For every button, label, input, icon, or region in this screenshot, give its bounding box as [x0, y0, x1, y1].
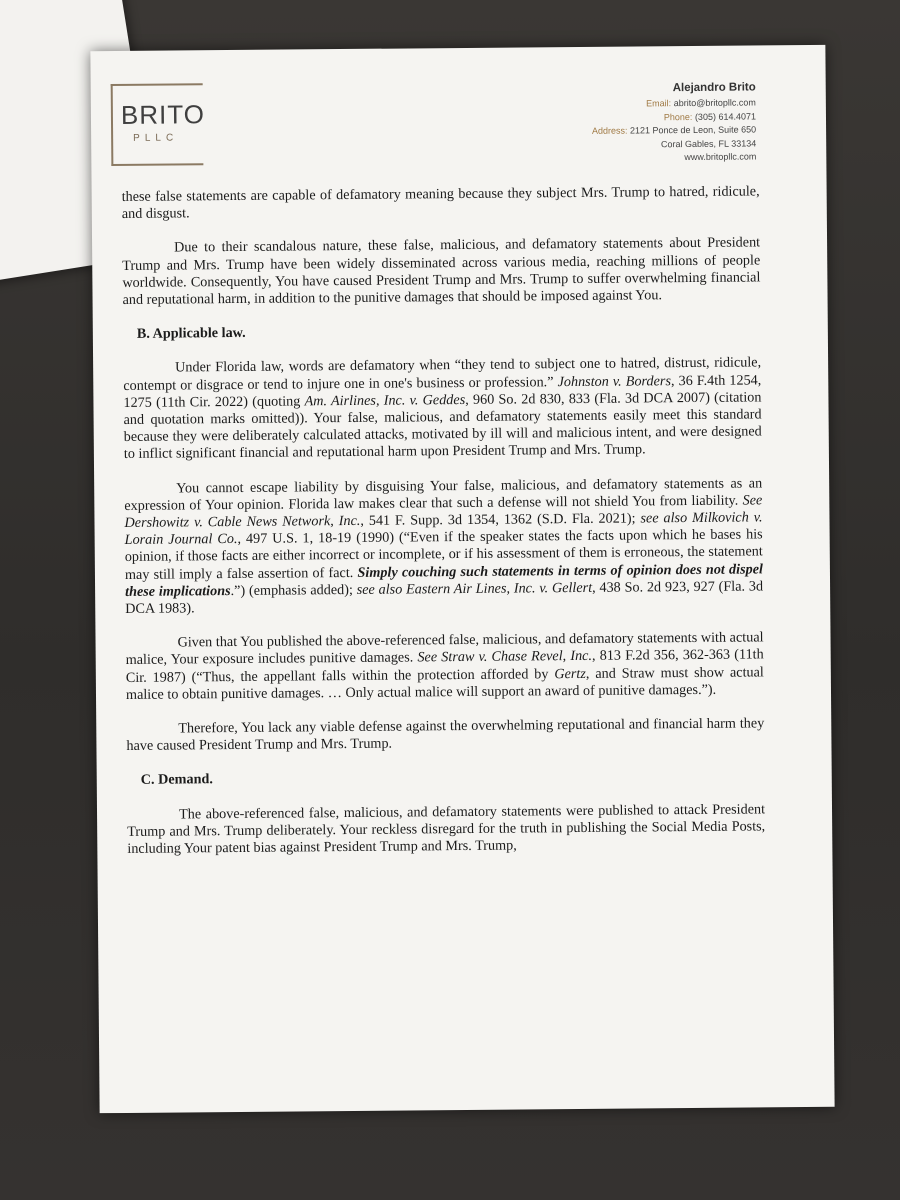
logo-name: BRITO	[120, 99, 206, 130]
paragraph-4: Given that You published the above-referenced false, malicious, and defamatory statements with actual malice, Your exposure includes punitive damages. See Straw v. Chase Revel, Inc., 813 F.2d 356, 362-363 (11th Cir. 1987) (“Thus, the appellant falls within the protection afforded by Gertz, and Straw must show actual malice to obtain punitive damages. … Only actual malice will support an award of punitive damages.”).	[125, 629, 764, 703]
phone-value: (305) 614.4071	[694, 110, 757, 122]
paragraph-5: Therefore, You lack any viable defense against the overwhelming reputational and financial harm they have caused President Trump and Mrs. Trump.	[126, 715, 765, 755]
heading-demand: C. Demand.	[140, 771, 213, 789]
attorney-name: Alejandro Brito	[672, 81, 756, 95]
website: www.britopllc.com	[684, 151, 757, 163]
letterhead-contact	[592, 81, 757, 165]
phone-line	[592, 110, 756, 125]
email-line	[592, 96, 756, 111]
email-label: Email:	[646, 98, 672, 109]
address-value-1: 2121 Ponce de Leon, Suite 650	[629, 124, 757, 136]
address-label: Address:	[591, 125, 628, 136]
paragraph-0: these false statements are capable of defamatory meaning because they subject Mrs. Trump to hatred, ridicule, and disgust.	[121, 183, 760, 223]
heading-applicable-law: B. Applicable law.	[136, 325, 246, 343]
address-line-2: Coral Gables, FL 33134	[660, 137, 757, 149]
paragraph-1: Due to their scandalous nature, these false, malicious, and defamatory statements about President Trump and Mrs. Trump have been widely disseminated across various media, reaching millions of people worldwide. Consequently, You have caused President Trump and Mrs. Trump to suffer overwhelming financial and reputational harm, in addition to the punitive damages that should be imposed against You.	[122, 234, 761, 308]
firm-logo	[111, 83, 204, 166]
paragraph-2: Under Florida law, words are defamatory when “they tend to subject one to hatred, distrust, ridicule, contempt or disgrace or tend to injure one in one's business or profession.” Johnston v. Borders, 36 F.4th 1254, 1275 (11th Cir. 2022) (quoting Am. Airlines, Inc. v. Geddes, 960 So. 2d 830, 833 (Fla. 3d DCA 2007) (citation and quotation marks omitted)). Your false, malicious, and defamatory statements easily meet this standard because they were deliberately calculated attacks, motivated by ill will and malicious intent, and were designed to inflict significant financial and reputational harm upon President Trump and Mrs. Trump.	[123, 354, 762, 463]
paragraph-6: The above-referenced false, malicious, and defamatory statements were published to attack President Trump and Mrs. Trump deliberately. Your reckless disregard for the truth in publishing the Social Media Posts, including Your patent bias against President Trump and Mrs. Trump,	[127, 801, 766, 858]
email-value: abrito@britopllc.com	[673, 97, 756, 109]
letter-body	[122, 183, 766, 875]
letter-page	[90, 45, 834, 1113]
phone-label: Phone:	[663, 111, 693, 122]
address-line	[592, 123, 756, 138]
logo-sub: PLLC	[133, 132, 179, 144]
paragraph-3: You cannot escape liability by disguising Your false, malicious, and defamatory statements as an expression of Your opinion. Florida law makes clear that such a defense will not shield You from liability. See Dershowitz v. Cable News Network, Inc., 541 F. Supp. 3d 1354, 1362 (S.D. Fla. 2021); see also Milkovich v. Lorain Journal Co., 497 U.S. 1, 18-19 (1990) (“Even if the speaker states the facts upon which he bases his opinion, if those facts are either incorrect or incomplete, or if his assessment of them is erroneous, the statement may still imply a false assertion of fact. Simply couching such statements in terms of opinion does not dispel these implications.”) (emphasis added); see also Eastern Air Lines, Inc. v. Gellert, 438 So. 2d 923, 927 (Fla. 3d DCA 1983).	[124, 475, 764, 618]
